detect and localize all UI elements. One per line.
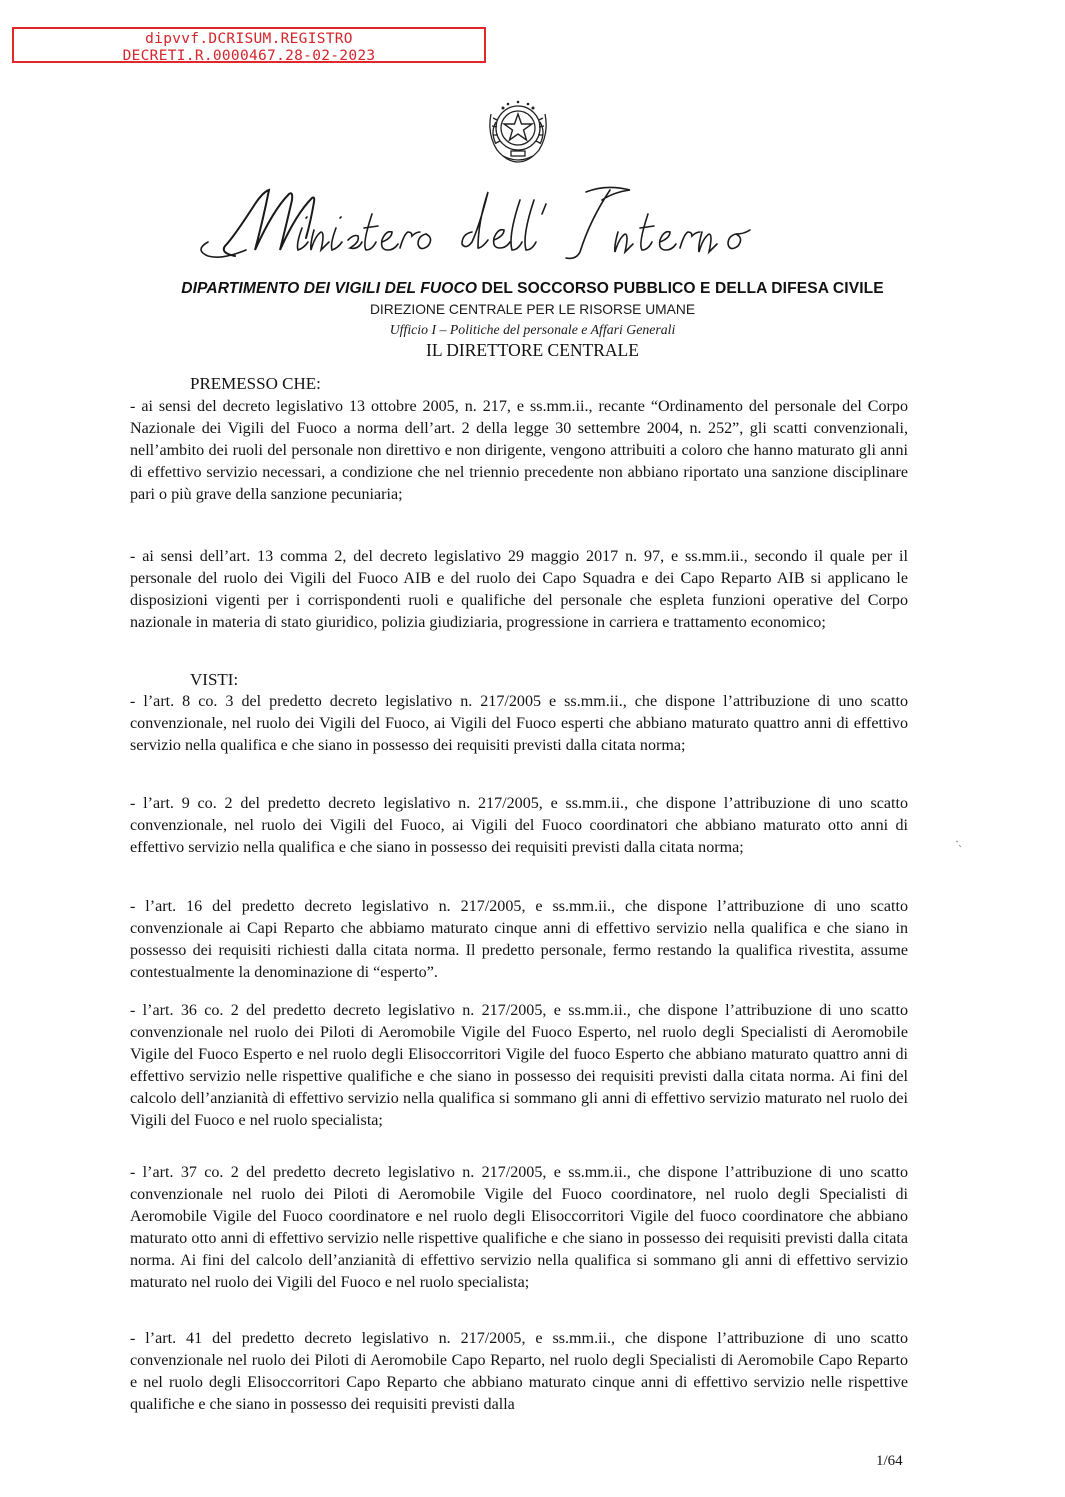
department-title-rest: DEL SOCCORSO PUBBLICO E DELLA DIFESA CIVILE bbox=[477, 280, 884, 297]
visti-paragraph: - l’art. 9 co. 2 del predetto decreto legislativo n. 217/2005, e ss.mm.ii., che dispone l’attribuzione di uno scatto convenzionale, nel ruolo dei Vigili del Fuoco, ai Vigili del Fuoco coordinatori che abbiano maturato otto anni di effettivo servizio nella qualifica e che siano in possesso dei requisiti previsti dalla citata norma; bbox=[130, 795, 908, 856]
visti-paragraph: - l’art. 16 del predetto decreto legislativo n. 217/2005, e ss.mm.ii., che dispone l’attribuzione di uno scatto convenzionale ai Capi Reparto che abbiamo maturato cinque anni di effettivo servizio nella qualifica e che siano in possesso dei requisiti richiesti dalla citata norma. Il predetto personale, fermo restando la qualifica rivestita, assume contestualmente la denominazione di “esperto”. bbox=[130, 898, 908, 981]
office-title: Ufficio I – Politiche del personale e Affari Generali bbox=[389, 322, 676, 337]
visti-paragraph: - l’art. 8 co. 3 del predetto decreto legislativo n. 217/2005 e ss.mm.ii., che dispone l’attribuzione di uno scatto convenzionale, nel ruolo dei Vigili del Fuoco, ai Vigili del Fuoco esperti che abbiano maturato quattro anni di effettivo servizio nella qualifica e che siano in possesso dei requisiti previsti dalla citata norma; bbox=[130, 693, 908, 754]
visti-paragraph: - l’art. 41 del predetto decreto legislativo n. 217/2005, e ss.mm.ii., che dispone l’attribuzione di uno scatto convenzionale nel ruolo dei Piloti di Aeromobile Capo Reparto, nel ruolo degli Specialisti di Aeromobile Capo Reparto e nel ruolo degli Elisoccorritori Capo Reparto che abbiano maturato cinque anni di effettivo servizio nelle rispettive qualifiche e che siano in possesso dei requisiti previsti dalla bbox=[130, 1330, 908, 1413]
visti-heading: VISTI: bbox=[190, 670, 239, 689]
protocol-stamp-line-1: dipvvf.DCRISUM.REGISTRO bbox=[145, 31, 353, 47]
visti-paragraph: - l’art. 37 co. 2 del predetto decreto legislativo n. 217/2005, e ss.mm.ii., che dispone l’attribuzione di uno scatto convenzionale nel ruolo dei Piloti di Aeromobile Vigile del Fuoco coordinatore, nel ruolo degli Specialisti di Aeromobile Vigile del Fuoco coordinatore e nel ruolo degli Elisoccorritori Vigile del fuoco coordinatore che abbiano maturato otto anni di effettivo servizio nelle rispettive qualifiche e che siano in possesso dei requisiti previsti dalla citata norma. Ai fini del calcolo dell’anzianità di effettivo servizio nella qualifica si sommano gli anni di effettivo servizio maturato nel ruolo dei Vigili del Fuoco e nel ruolo specialista; bbox=[130, 1164, 908, 1291]
page-number: 1/64 bbox=[876, 1453, 903, 1469]
premesso-heading: PREMESSO CHE: bbox=[190, 374, 321, 393]
scan-speck bbox=[955, 840, 963, 848]
protocol-stamp bbox=[12, 27, 486, 63]
department-title-italic: DIPARTIMENTO DEI VIGILI DEL FUOCO bbox=[181, 280, 478, 297]
premesso-paragraph: - ai sensi del decreto legislativo 13 ottobre 2005, n. 217, e ss.mm.ii., recante “Ordinamento del personale del Corpo Nazionale dei Vigili del Fuoco a norma dell’art. 2 della legge 30 settembre 2004, n. 252”, gli scatti convenzionali, nell’ambito dei ruoli del personale non direttivo e non dirigente, vengono attribuiti a coloro che hanno maturato gli anni di effettivo servizio necessari, a condizione che nel triennio precedente non abbiano riportato una sanzione disciplinare pari o più grave della sanzione pecuniaria; bbox=[130, 398, 908, 503]
protocol-stamp-line-2: DECRETI.R.0000467.28-02-2023 bbox=[122, 48, 376, 64]
visti-paragraph: - l’art. 36 co. 2 del predetto decreto legislativo n. 217/2005, e ss.mm.ii., che dispone l’attribuzione di uno scatto convenzionale nel ruolo dei Piloti di Aeromobile Vigile del Fuoco Esperto, nel ruolo degli Specialisti di Aeromobile Vigile del Fuoco Esperto e nel ruolo degli Elisoccorritori Vigile del fuoco Esperto che abbiano maturato quattro anni di effettivo servizio nelle rispettive qualifiche e che siano in possesso dei requisiti previsti dalla citata norma. Ai fini del calcolo dell’anzianità di effettivo servizio nella qualifica si sommano gli anni di effettivo servizio maturato nel ruolo dei Vigili del Fuoco e nel ruolo specialista; bbox=[130, 1002, 908, 1129]
director-title: IL DIRETTORE CENTRALE bbox=[426, 340, 639, 360]
department-title bbox=[0, 280, 1065, 298]
italian-republic-emblem-icon bbox=[483, 94, 553, 168]
direction-title: DIREZIONE CENTRALE PER LE RISORSE UMANE bbox=[369, 302, 696, 317]
ministry-calligraphic-title bbox=[190, 182, 830, 262]
premesso-paragraph: - ai sensi dell’art. 13 comma 2, del decreto legislativo 29 maggio 2017 n. 97, e ss.mm.ii., secondo il quale per il personale del ruolo dei Vigili del Fuoco AIB e del ruolo dei Capo Squadra e dei Capo Reparto AIB si applicano le disposizioni vigenti per i corrispondenti ruoli e qualifiche del personale che espleta funzioni operative del Corpo nazionale in materia di stato giuridico, polizia giudiziaria, progressione in carriera e trattamento economico; bbox=[130, 548, 908, 631]
